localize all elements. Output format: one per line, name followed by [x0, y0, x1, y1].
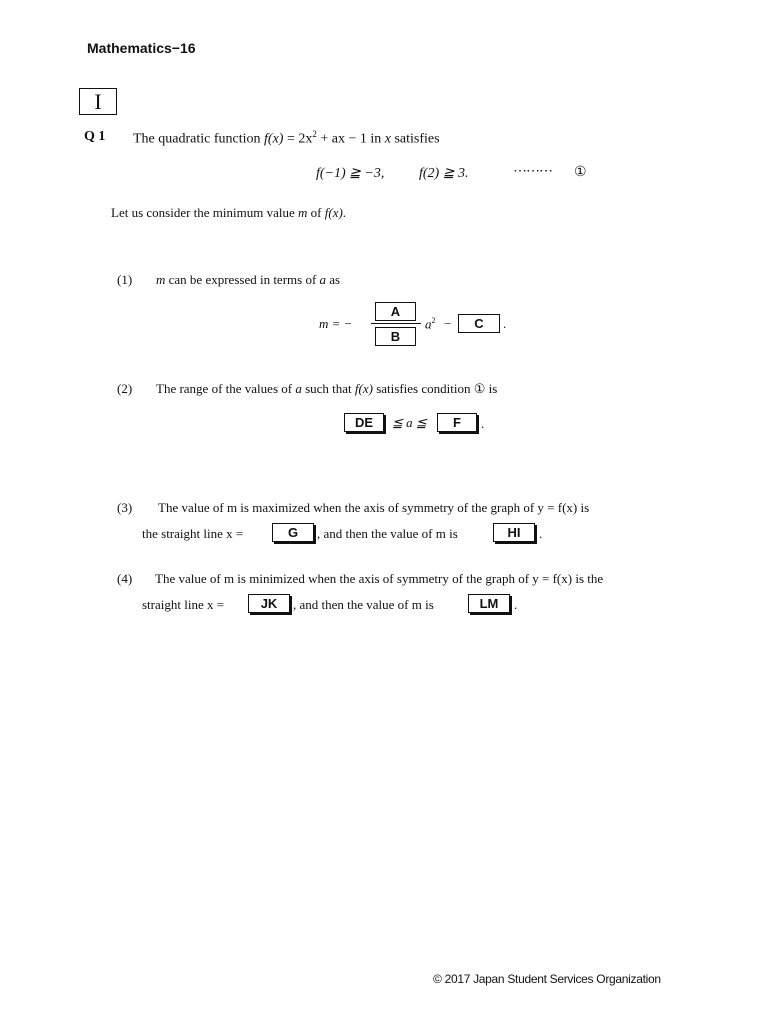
- part-3-line-2b: , and then the value of m is: [317, 526, 458, 541]
- var-a: a: [295, 381, 302, 396]
- part-2-body2: such that: [301, 381, 355, 396]
- fraction-bar: [371, 323, 421, 324]
- intro-end: satisfies: [390, 131, 440, 147]
- range-middle: ≦ a ≦: [392, 415, 427, 430]
- consider-part: Let us consider the minimum value: [111, 205, 299, 220]
- range-end: .: [481, 416, 485, 431]
- exponent: 2: [312, 129, 317, 139]
- part-4-end: .: [514, 597, 518, 612]
- section-label: I: [94, 88, 102, 114]
- copyright-footer: © 2017 Japan Student Services Organization: [433, 972, 661, 986]
- part-1-body: can be expressed in terms of: [165, 272, 320, 287]
- answer-box-A[interactable]: [375, 302, 416, 321]
- part-1-number: (1): [117, 272, 133, 287]
- fx: f(x): [264, 131, 284, 147]
- condition-2: f(2) ≧ 3.: [419, 166, 469, 181]
- condition-marker: ①: [574, 165, 587, 180]
- box-label: A: [390, 304, 401, 319]
- box-label: HI: [507, 525, 521, 540]
- answer-box-HI[interactable]: [493, 523, 535, 542]
- equation-rest: + ax − 1 in: [316, 131, 385, 147]
- var-x: x: [384, 131, 391, 147]
- answer-box-JK[interactable]: [248, 594, 290, 613]
- part-1-text: [156, 272, 340, 288]
- part-2-body4: is: [485, 381, 498, 396]
- condition-dots: ⋯⋯⋯: [513, 164, 552, 179]
- answer-box-DE[interactable]: [344, 413, 384, 432]
- box-label: F: [453, 415, 461, 430]
- box-label: DE: [354, 415, 374, 430]
- fx: f(x): [324, 205, 343, 220]
- part-3-number: (3): [117, 500, 133, 515]
- answer-box-LM[interactable]: [468, 594, 510, 613]
- formula-minus: −: [444, 316, 452, 331]
- answer-box-F[interactable]: [437, 413, 477, 432]
- part-2-body: The range of the values of: [156, 381, 296, 396]
- part-2-body3: satisfies condition: [372, 381, 474, 396]
- section-label-box: [79, 88, 117, 115]
- intro-text: The quadratic function: [133, 131, 265, 147]
- part-3-end: .: [539, 526, 543, 541]
- part-3-line-1: The value of m is maximized when the axis of symmetry of the graph of y = f(x) is: [158, 500, 590, 515]
- formula-lhs: m = −: [319, 316, 353, 331]
- answer-box-C[interactable]: [458, 314, 500, 333]
- question-intro: [133, 129, 440, 148]
- part-4-line-1: The value of m is minimized when the axis of symmetry of the graph of y = f(x) is the: [155, 571, 604, 586]
- page-header: Mathematics−16: [87, 40, 196, 56]
- question-label: Q 1: [84, 129, 106, 144]
- fx: f(x): [354, 381, 373, 396]
- condition-1: f(−1) ≧ −3,: [316, 166, 385, 181]
- var-a: a: [425, 316, 432, 332]
- part-4-number: (4): [117, 571, 133, 586]
- consider-of: of: [307, 205, 325, 220]
- box-label: G: [287, 525, 299, 540]
- formula-a2: [425, 316, 436, 332]
- var-m: m: [298, 205, 308, 220]
- period: .: [342, 205, 347, 220]
- answer-box-B[interactable]: [375, 327, 416, 346]
- part-4-line-2b: , and then the value of m is: [293, 597, 434, 612]
- box-label: JK: [260, 596, 278, 611]
- part-4-line-2a: straight line x =: [142, 597, 225, 612]
- var-a: a: [319, 272, 327, 287]
- part-1-as: as: [326, 272, 341, 287]
- box-label: B: [390, 329, 401, 344]
- part-2-text: [156, 381, 497, 397]
- consider-text: [111, 205, 346, 221]
- var-m: m: [156, 272, 166, 287]
- part-3-line-2a: the straight line x =: [142, 526, 244, 541]
- equation-part: = 2x: [283, 131, 313, 147]
- answer-box-G[interactable]: [272, 523, 314, 542]
- exponent: 2: [431, 316, 436, 325]
- box-label: LM: [479, 596, 499, 611]
- formula-end: .: [503, 316, 507, 331]
- condition-marker: ①: [473, 381, 486, 396]
- box-label: C: [474, 316, 484, 331]
- part-2-number: (2): [117, 381, 133, 396]
